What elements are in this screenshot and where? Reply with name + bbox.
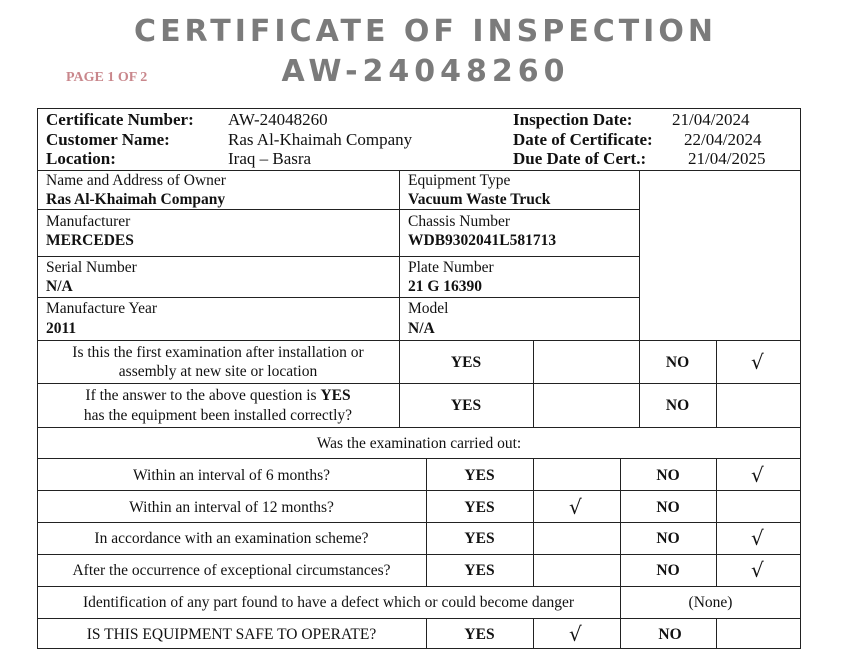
checkmark-icon: √ <box>569 495 582 519</box>
chassis-value: WDB9302041L581713 <box>408 232 557 249</box>
no-label: NO <box>656 562 680 579</box>
divider <box>533 618 534 649</box>
question-installed-line1: If the answer to the above question is YES <box>85 387 351 404</box>
customer-name-label: Customer Name: <box>46 130 170 149</box>
checkmark-icon: √ <box>751 463 764 487</box>
model-label: Model <box>408 300 449 317</box>
divider <box>399 170 400 340</box>
divider <box>37 340 801 341</box>
row-6-months-label: Within an interval of 6 months? <box>133 467 330 484</box>
certificate-number-label: Certificate Number: <box>46 110 194 129</box>
manufacturer-label: Manufacturer <box>46 213 131 230</box>
divider <box>37 383 801 384</box>
divider <box>716 340 717 427</box>
location-value: Iraq – Basra <box>228 149 312 168</box>
page-indicator: PAGE 1 OF 2 <box>66 70 148 85</box>
yes-label: YES <box>464 530 495 547</box>
serial-label: Serial Number <box>46 259 137 276</box>
due-date-label: Due Date of Cert.: <box>513 149 647 168</box>
equipment-type-value: Vacuum Waste Truck <box>408 191 551 208</box>
examination-header: Was the examination carried out: <box>316 435 522 452</box>
manufacturer-value: MERCEDES <box>46 232 134 249</box>
due-date-value: 21/04/2025 <box>688 149 766 168</box>
defect-label: Identification of any part found to have a defect which or could become danger <box>82 594 575 611</box>
checkmark-icon: √ <box>751 558 764 582</box>
defect-value: (None) <box>688 594 733 611</box>
model-value: N/A <box>408 320 435 337</box>
divider <box>37 256 639 257</box>
no-label: NO <box>656 499 680 516</box>
question-first-exam-line2: assembly at new site or location <box>118 363 318 380</box>
divider <box>37 297 639 298</box>
certificate-date-label: Date of Certificate: <box>513 130 653 149</box>
chassis-label: Chassis Number <box>408 213 511 230</box>
checkmark-icon: √ <box>569 622 582 646</box>
row-12-months-label: Within an interval of 12 months? <box>129 499 334 516</box>
question-first-exam-line1: Is this the first examination after installation or <box>72 344 364 361</box>
equipment-type-label: Equipment Type <box>408 172 511 189</box>
no-label: NO <box>665 397 690 414</box>
divider <box>37 522 801 523</box>
row-scheme-label: In accordance with an examination scheme? <box>94 530 369 547</box>
no-label: NO <box>665 354 690 371</box>
inspection-date-value: 21/04/2024 <box>672 110 750 129</box>
no-label: NO <box>658 626 682 643</box>
divider <box>37 458 801 459</box>
year-value: 2011 <box>46 320 77 337</box>
serial-value: N/A <box>46 278 73 295</box>
yes-label: YES <box>464 467 495 484</box>
no-label: NO <box>656 530 680 547</box>
row-exceptional-label: After the occurrence of exceptional circumstances? <box>72 562 391 579</box>
location-label: Location: <box>46 149 116 168</box>
customer-name-value: Ras Al-Khaimah Company <box>228 130 413 149</box>
divider <box>37 209 639 210</box>
yes-label: YES <box>450 397 482 414</box>
certificate-date-value: 22/04/2024 <box>684 130 762 149</box>
divider <box>37 427 801 428</box>
inspection-date-label: Inspection Date: <box>513 110 633 129</box>
certificate-number-value: AW-24048260 <box>228 110 328 129</box>
divider <box>639 170 640 427</box>
checkmark-icon: √ <box>751 526 764 550</box>
divider <box>37 490 801 491</box>
question-installed-line2: has the equipment been installed correctly? <box>83 407 353 424</box>
checkmark-icon: √ <box>751 350 764 374</box>
year-label: Manufacture Year <box>46 300 158 317</box>
document-title: CERTIFICATE OF INSPECTION <box>134 14 717 49</box>
certificate-heading-number: AW-24048260 <box>281 54 570 89</box>
divider <box>716 458 717 586</box>
divider <box>37 554 801 555</box>
safe-to-operate-label: IS THIS EQUIPMENT SAFE TO OPERATE? <box>86 626 377 643</box>
yes-label: YES <box>464 626 495 643</box>
yes-label: YES <box>464 499 495 516</box>
yes-label: YES <box>464 562 495 579</box>
divider <box>533 458 534 586</box>
divider <box>533 340 534 427</box>
plate-label: Plate Number <box>408 259 494 276</box>
no-label: NO <box>656 467 680 484</box>
owner-value: Ras Al-Khaimah Company <box>46 191 226 208</box>
yes-label: YES <box>450 354 482 371</box>
divider <box>37 586 801 587</box>
plate-value: 21 G 16390 <box>408 278 483 295</box>
owner-label: Name and Address of Owner <box>46 172 226 189</box>
divider <box>37 618 801 619</box>
